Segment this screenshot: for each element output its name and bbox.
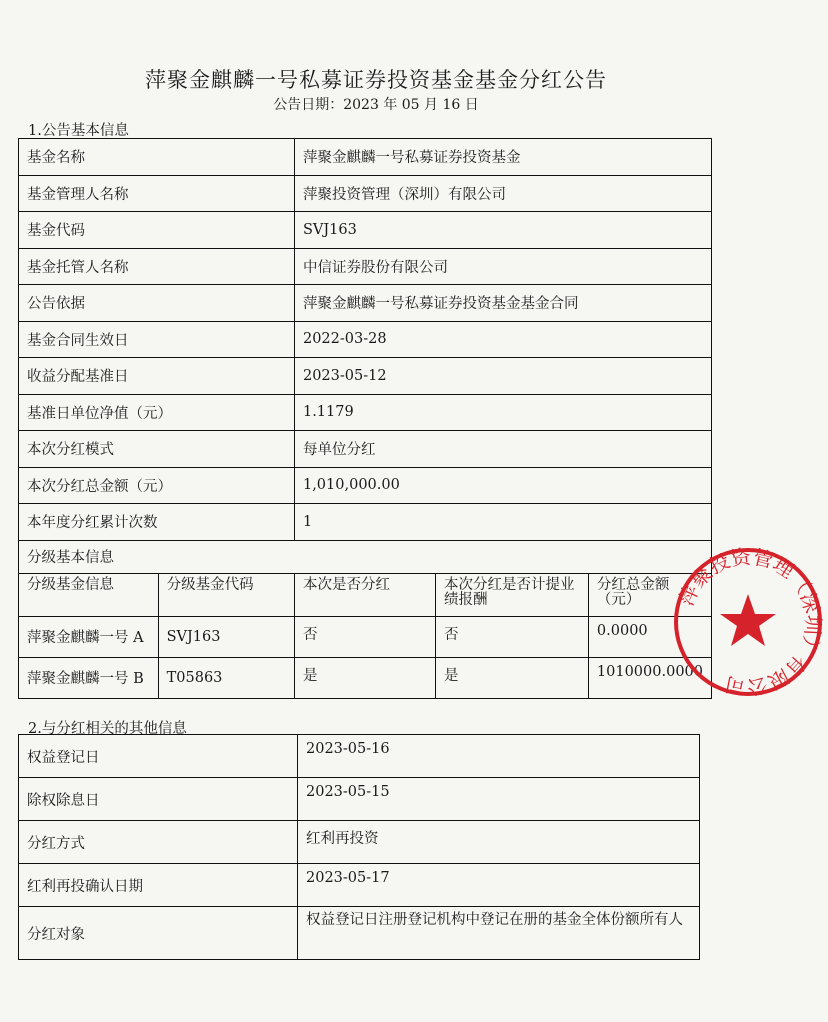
- table-row: [19, 431, 712, 468]
- tier-header-row: [19, 573, 712, 616]
- table-row: [19, 139, 712, 176]
- row-value: 1: [294, 504, 711, 541]
- row-value: 萍聚金麒麟一号私募证券投资基金基金合同: [294, 285, 711, 322]
- row-label: 本次分红总金额（元）: [19, 467, 295, 504]
- table-row: [19, 248, 712, 285]
- row-label: 基准日单位净值（元）: [19, 394, 295, 431]
- row-value: 2022-03-28: [294, 321, 711, 358]
- row-label: 分红方式: [19, 821, 298, 864]
- tier-cell: SVJ163: [158, 616, 294, 657]
- table-row: [19, 821, 700, 864]
- table-row: [19, 358, 712, 395]
- tier-cell: 0.0000: [588, 616, 711, 657]
- row-label: 基金管理人名称: [19, 175, 295, 212]
- svg-text:萍聚投资管理（深圳）有限公司: 萍聚投资管理（深圳）有限公司: [673, 544, 826, 700]
- tier-header-cell: 本次分红是否计提业绩报酬: [436, 573, 589, 616]
- section-heading-basic-info: 1.公告基本信息: [28, 123, 129, 139]
- tier-cell: 萍聚金麒麟一号 B: [19, 657, 159, 698]
- tier-header-cell: 分级基金代码: [158, 573, 294, 616]
- row-label: 本年度分红累计次数: [19, 504, 295, 541]
- tier-cell: 1010000.0000: [588, 657, 711, 698]
- row-label: 红利再投确认日期: [19, 864, 298, 907]
- tier-cell: 否: [294, 616, 435, 657]
- tier-section-title: 分级基本信息: [19, 540, 712, 573]
- table-row: [19, 467, 712, 504]
- row-value: 2023-05-16: [298, 735, 700, 778]
- tier-header-cell: 本次是否分红: [294, 573, 435, 616]
- row-label: 基金名称: [19, 139, 295, 176]
- row-label: 基金合同生效日: [19, 321, 295, 358]
- table-row: [19, 907, 700, 960]
- row-value: 1.1179: [294, 394, 711, 431]
- section-heading-other-info: 2.与分红相关的其他信息: [28, 721, 187, 737]
- company-seal-stamp: [668, 542, 828, 702]
- tier-cell: 萍聚金麒麟一号 A: [19, 616, 159, 657]
- table-row: [19, 504, 712, 541]
- row-value: 红利再投资: [298, 821, 700, 864]
- table-row: [19, 778, 700, 821]
- row-value: 权益登记日注册登记机构中登记在册的基金全体份额所有人: [298, 907, 700, 960]
- table-row: [19, 175, 712, 212]
- table-row: [19, 212, 712, 249]
- row-label: 公告依据: [19, 285, 295, 322]
- row-label: 本次分红模式: [19, 431, 295, 468]
- other-info-table: [18, 734, 700, 960]
- table-row: [19, 864, 700, 907]
- row-value: 1,010,000.00: [294, 467, 711, 504]
- tier-cell: 是: [436, 657, 589, 698]
- table-row: [19, 735, 700, 778]
- row-value: SVJ163: [294, 212, 711, 249]
- tier-header-cell: 分红总金额（元）: [588, 573, 711, 616]
- row-value: 每单位分红: [294, 431, 711, 468]
- basic-info-table: [18, 138, 712, 699]
- row-label: 基金托管人名称: [19, 248, 295, 285]
- tier-section-title-row: [19, 540, 712, 573]
- row-value: 2023-05-17: [298, 864, 700, 907]
- row-label: 分红对象: [19, 907, 298, 960]
- row-value: 2023-05-15: [298, 778, 700, 821]
- tier-row: [19, 616, 712, 657]
- table-row: [19, 394, 712, 431]
- row-label: 收益分配基准日: [19, 358, 295, 395]
- row-value: 2023-05-12: [294, 358, 711, 395]
- tier-cell: T05863: [158, 657, 294, 698]
- table-row: [19, 321, 712, 358]
- row-label: 除权除息日: [19, 778, 298, 821]
- row-value: 中信证券股份有限公司: [294, 248, 711, 285]
- row-value: 萍聚金麒麟一号私募证券投资基金: [294, 139, 711, 176]
- row-label: 权益登记日: [19, 735, 298, 778]
- tier-cell: 是: [294, 657, 435, 698]
- row-value: 萍聚投资管理（深圳）有限公司: [294, 175, 711, 212]
- tier-header-cell: 分级基金信息: [19, 573, 159, 616]
- row-label: 基金代码: [19, 212, 295, 249]
- tier-cell: 否: [436, 616, 589, 657]
- tier-row: [19, 657, 712, 698]
- document-title: 萍聚金麒麟一号私募证券投资基金基金分红公告: [145, 68, 607, 92]
- table-row: [19, 285, 712, 322]
- announcement-date: 公告日期：2023 年 05 月 16 日: [273, 97, 479, 113]
